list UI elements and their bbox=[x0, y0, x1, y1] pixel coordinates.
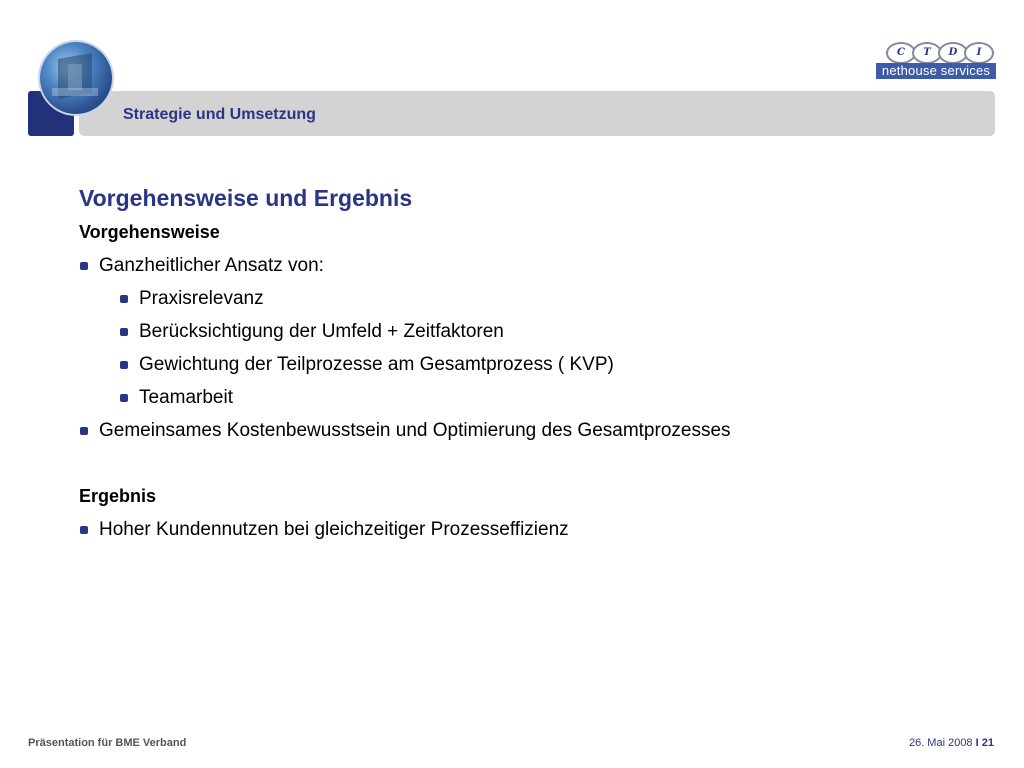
bullet-item bbox=[79, 249, 959, 282]
bullet-square-icon bbox=[80, 526, 88, 534]
sub-bullet-item bbox=[79, 315, 959, 348]
slide-content bbox=[79, 183, 959, 546]
bullet-item bbox=[79, 513, 959, 546]
logo-letters bbox=[886, 40, 990, 64]
footer-date-page bbox=[909, 737, 994, 749]
company-logo bbox=[876, 40, 996, 80]
logo-brand-text: nethouse services bbox=[876, 63, 996, 79]
bullet-square-icon bbox=[120, 295, 128, 303]
footer-date: 26. Mai 2008 bbox=[908, 737, 973, 749]
bullet-text: Ganzheitlicher Ansatz von: bbox=[99, 255, 324, 276]
bullet-square-icon bbox=[120, 328, 128, 336]
bullet-square-icon bbox=[80, 427, 88, 435]
page-number: 21 bbox=[981, 737, 994, 749]
footer-separator: I bbox=[975, 737, 979, 749]
footer-presentation-title: Präsentation für BME Verband bbox=[28, 737, 187, 749]
bullet-text: Teamarbeit bbox=[139, 387, 233, 408]
header-bar bbox=[79, 91, 995, 136]
section-heading: Ergebnis bbox=[79, 486, 157, 506]
section-heading: Vorgehensweise bbox=[79, 222, 220, 242]
slide-title: Vorgehensweise und Ergebnis bbox=[79, 185, 413, 211]
bullet-text: Gewichtung der Teilprozesse am Gesamtprozess ( KVP) bbox=[139, 354, 614, 375]
logo-letter: T bbox=[912, 42, 942, 64]
logo-letter: D bbox=[938, 42, 968, 64]
header-title: Strategie und Umsetzung bbox=[123, 106, 316, 123]
bullet-text: Praxisrelevanz bbox=[139, 288, 264, 309]
bullet-square-icon bbox=[80, 262, 88, 270]
bullet-text: Berücksichtigung der Umfeld + Zeitfaktoren bbox=[139, 321, 504, 342]
sub-bullet-item bbox=[79, 282, 959, 315]
sub-bullet-item bbox=[79, 381, 959, 414]
spacer bbox=[79, 447, 959, 480]
bullet-item bbox=[79, 414, 959, 447]
bullet-square-icon bbox=[120, 361, 128, 369]
logo-letter: C bbox=[886, 42, 916, 64]
globe-logo-image bbox=[40, 42, 112, 114]
sub-bullet-item bbox=[79, 348, 959, 381]
bullet-square-icon bbox=[120, 394, 128, 402]
logo-letter: I bbox=[964, 42, 994, 64]
bullet-text: Gemeinsames Kostenbewusstsein und Optimierung des Gesamtprozesses bbox=[99, 420, 731, 441]
bullet-text: Hoher Kundennutzen bei gleichzeitiger Prozesseffizienz bbox=[99, 519, 569, 540]
